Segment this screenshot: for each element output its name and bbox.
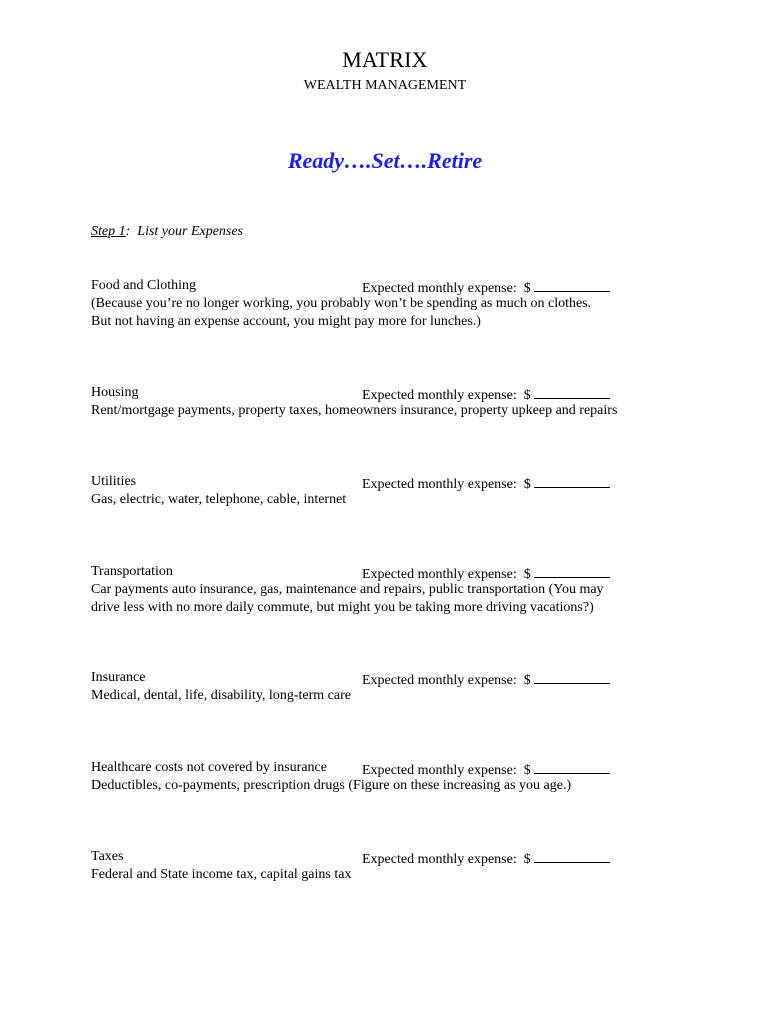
expense-description: Gas, electric, water, telephone, cable, internet <box>91 492 347 507</box>
amount-blank[interactable] <box>534 277 610 292</box>
expected-expense <box>362 277 610 298</box>
expense-label: Taxes <box>91 849 124 864</box>
expense-description: Rent/mortgage payments, property taxes, homeowners insurance, property upkeep and repairs <box>91 403 618 418</box>
expected-expense <box>362 563 610 584</box>
page-headline: Ready….Set….Retire <box>287 148 483 173</box>
expected-label: Expected monthly expense: <box>362 673 517 688</box>
amount-blank[interactable] <box>534 669 610 684</box>
currency-symbol: $ <box>523 852 531 867</box>
expense-insurance <box>91 669 691 705</box>
expected-label: Expected monthly expense: <box>362 281 517 296</box>
expense-description: Federal and State income tax, capital gains tax <box>91 867 352 882</box>
amount-blank[interactable] <box>534 848 610 863</box>
currency-symbol: $ <box>523 763 531 778</box>
amount-blank[interactable] <box>534 473 610 488</box>
expense-food-clothing <box>91 277 691 331</box>
expense-label: Food and Clothing <box>91 278 197 293</box>
step-separator: : <box>125 224 131 239</box>
expected-label: Expected monthly expense: <box>362 477 517 492</box>
expense-transportation <box>91 563 691 617</box>
currency-symbol: $ <box>523 388 531 403</box>
expense-description: (Because you’re no longer working, you probably won’t be spending as much on clothes. But not having an expense account, you might pay more for lunches.) <box>91 296 592 329</box>
expected-label: Expected monthly expense: <box>362 763 517 778</box>
expected-expense <box>362 384 610 405</box>
expense-description: Medical, dental, life, disability, long-term care <box>91 688 351 703</box>
expected-label: Expected monthly expense: <box>362 388 517 403</box>
step-text: List your Expenses <box>137 224 244 239</box>
currency-symbol: $ <box>523 673 531 688</box>
expense-taxes <box>91 848 691 884</box>
amount-blank[interactable] <box>534 384 610 399</box>
expense-description: Car payments auto insurance, gas, maintenance and repairs, public transportation (You may drive less with no more daily commute, but might you be taking more driving vacations?) <box>91 582 604 615</box>
brand-name: MATRIX <box>342 47 428 72</box>
expense-healthcare <box>91 759 691 795</box>
brand-subtitle: WEALTH MANAGEMENT <box>303 78 467 93</box>
expense-label: Insurance <box>91 670 146 685</box>
expense-label: Utilities <box>91 474 137 489</box>
expected-expense <box>362 759 610 780</box>
expense-description: Deductibles, co-payments, prescription drugs (Figure on these increasing as you age.) <box>91 778 572 793</box>
expected-expense <box>362 669 610 690</box>
expected-label: Expected monthly expense: <box>362 852 517 867</box>
currency-symbol: $ <box>523 281 531 296</box>
expense-label: Housing <box>91 385 139 400</box>
expense-label: Transportation <box>91 564 173 579</box>
expected-label: Expected monthly expense: <box>362 567 517 582</box>
step-heading <box>91 224 243 240</box>
currency-symbol: $ <box>523 567 531 582</box>
amount-blank[interactable] <box>534 759 610 774</box>
expected-expense <box>362 473 610 494</box>
currency-symbol: $ <box>523 477 531 492</box>
step-number: Step 1 <box>91 224 126 239</box>
expense-label: Healthcare costs not covered by insurance <box>91 760 327 775</box>
amount-blank[interactable] <box>534 563 610 578</box>
expense-utilities <box>91 473 691 509</box>
expense-housing <box>91 384 691 420</box>
expected-expense <box>362 848 610 869</box>
